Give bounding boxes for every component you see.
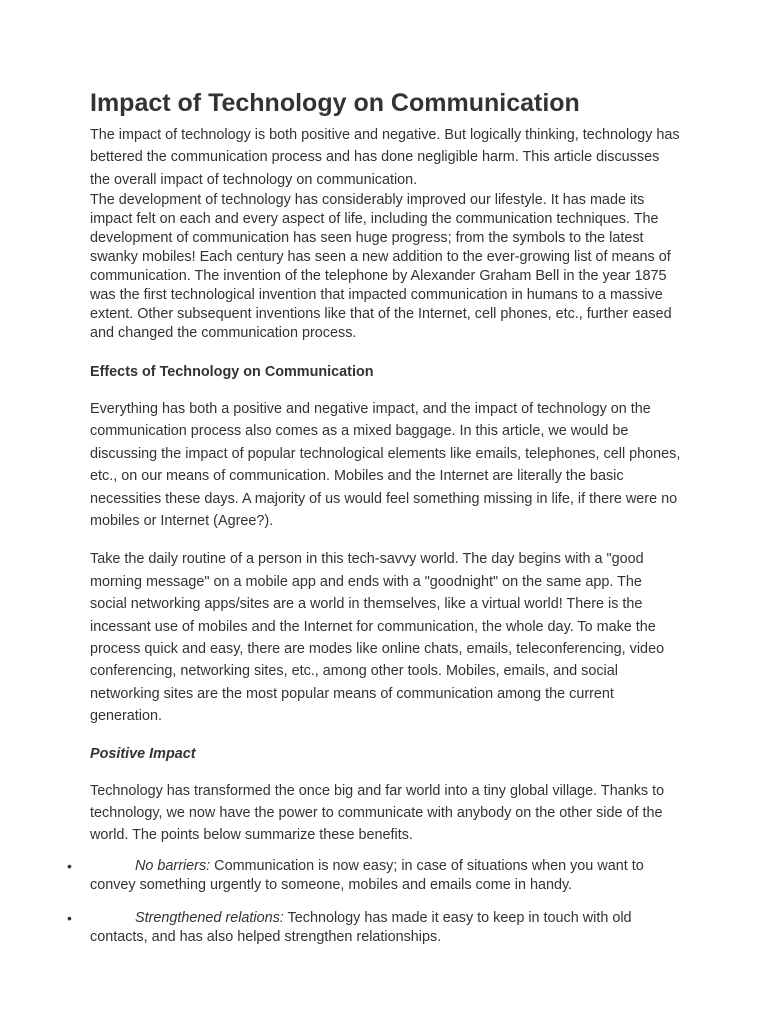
list-item [67,857,682,896]
effects-paragraph-1: Everything has both a positive and negative impact, and the impact of technology on the communication process also comes as a mixed baggage. In this article, we would be discussing the impact of popular technological elements like emails, telephones, cell phones, etc., on our means of communication. Mobiles and the Internet are literally the basic necessities these days. A majority of us would feel something missing in life, if there were no mobiles or Internet (Agree?). [90,400,681,529]
positive-impact-paragraph: Technology has transformed the once big and far world into a tiny global village. Thanks to technology, we now have the power to communicate with anybody on the other side of the world. The points below summarize these benefits. [90,782,665,844]
page-title: Impact of Technology on Communication [90,89,580,117]
bullet-text: Communication is now easy; in case of situations when you want to convey something urgently to someone, mobiles and emails come in handy. [90,857,644,894]
bullet-icon: • [67,857,72,874]
bullet-icon: • [67,909,72,926]
effects-heading: Effects of Technology on Communication [90,363,374,380]
intro-paragraph-2: The development of technology has considerably improved our lifestyle. It has made its impact felt on each and every aspect of life, including the communication techniques. The development of communication has seen huge progress; from the symbols to the latest swanky mobiles! Each century has seen a new addition to the ever-growing list of means of communication. The invention of the telephone by Alexander Graham Bell in the year 1875 was the first technological invention that impacted communication in humans to a massive extent. Other subsequent inventions like that of the Internet, cell phones, etc., further eased and changed the communication process. [90,191,672,341]
intro-paragraph-1: The impact of technology is both positive and negative. But logically thinking, technology has bettered the communication process and has done negligible harm. This article discusses the overall impact of technology on communication. [90,127,680,188]
list-item [67,909,682,948]
bullet-term: Strengthened relations: [135,909,284,926]
bullet-text: Technology has made it easy to keep in touch with old contacts, and has also helped strengthen relationships. [90,909,632,946]
positive-impact-heading: Positive Impact [90,745,196,762]
bullet-term: No barriers: [135,857,211,874]
benefits-list [67,857,682,948]
effects-paragraph-2: Take the daily routine of a person in this tech-savvy world. The day begins with a "good morning message" on a mobile app and ends with a "goodnight" on the same app. The social networking apps/sites are a world in themselves, like a virtual world! There is the incessant use of mobiles and the Internet for communication, the whole day. To make the process quick and easy, there are modes like online chats, emails, teleconferencing, video conferencing, networking sites, etc., among other tools. Mobiles, emails, and social networking sites are the most popular means of communication among the current generation. [90,551,665,725]
